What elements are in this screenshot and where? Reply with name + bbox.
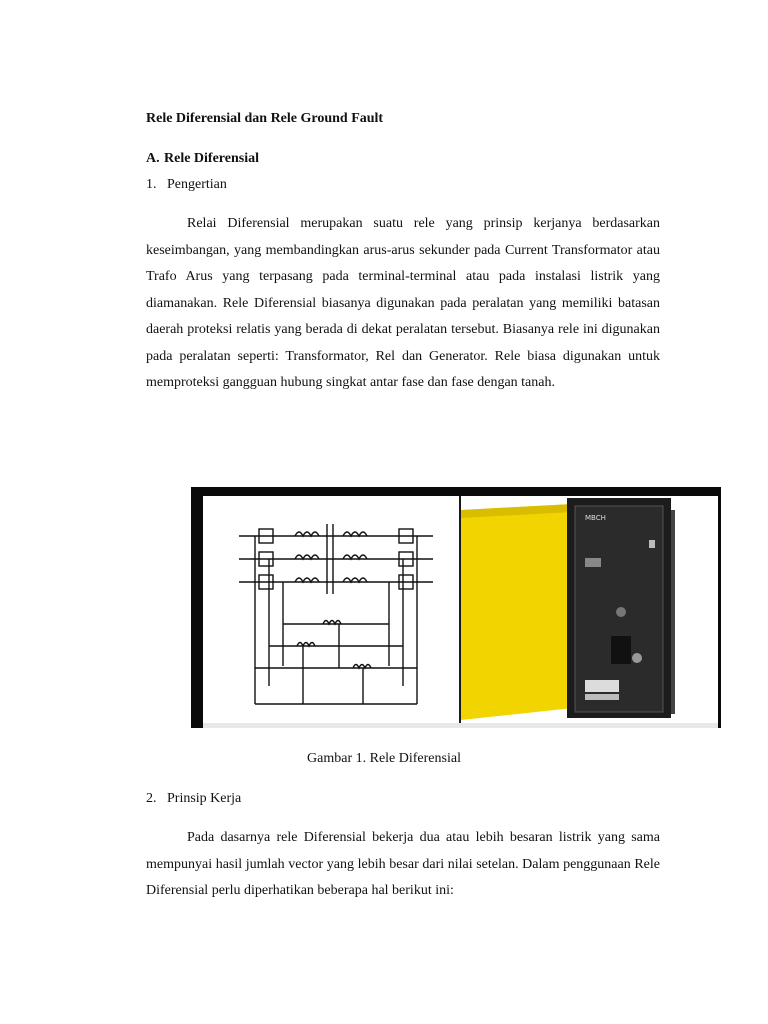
section-number: A.	[146, 151, 160, 166]
paragraph-pengertian: Relai Diferensial merupakan suatu rele yang prinsip kerjanya berdasarkan keseimbangan, yang membandingkan arus-arus sekunder pada Current Transformator atau Trafo Arus yang terpasang pada terminal-terminal atau pada instalasi listrik yang diamanakan. Rele Diferensial biasanya digunakan pada peralatan yang memiliki batasan daerah proteksi relatis yang berada di dekat peralatan tersebut. Biasanya rele ini digunakan pada peralatan seperti: Transformator, Rel dan Generator. Rele biasa digunakan untuk memproteksi gangguan hubung singkat antar fase dan fase dengan tanah.	[146, 216, 660, 390]
paragraph-prinsip-kerja: Pada dasarnya rele Diferensial bekerja dua atau lebih besaran listrik yang sama mempunyai hasil jumlah vector yang lebih besar dari nilai setelan. Dalam penggunaan Rele Diferensial perlu diperhatikan beberapa hal berikut ini:	[146, 830, 660, 898]
figure-border	[191, 487, 721, 496]
subheading-label: Prinsip Kerja	[167, 791, 242, 806]
figure-border	[191, 487, 203, 728]
figure-border	[203, 723, 718, 728]
relay-device-photo	[461, 496, 718, 723]
subheading-number: 2.	[146, 791, 157, 806]
figure-caption: Gambar 1. Rele Diferensial	[307, 751, 461, 766]
subheading-pengertian	[146, 177, 227, 193]
section-label: Rele Diferensial	[164, 151, 259, 166]
figure-border	[718, 487, 721, 728]
device-label: MBCH	[585, 514, 606, 522]
document-title: Rele Diferensial dan Rele Ground Fault	[146, 111, 384, 126]
subheading-prinsip-kerja	[146, 791, 241, 807]
figure-rele-diferensial	[191, 487, 721, 728]
subheading-number: 1.	[146, 177, 157, 192]
differential-circuit-diagram	[203, 496, 459, 723]
subheading-label: Pengertian	[167, 177, 227, 192]
section-heading-a	[146, 151, 259, 167]
